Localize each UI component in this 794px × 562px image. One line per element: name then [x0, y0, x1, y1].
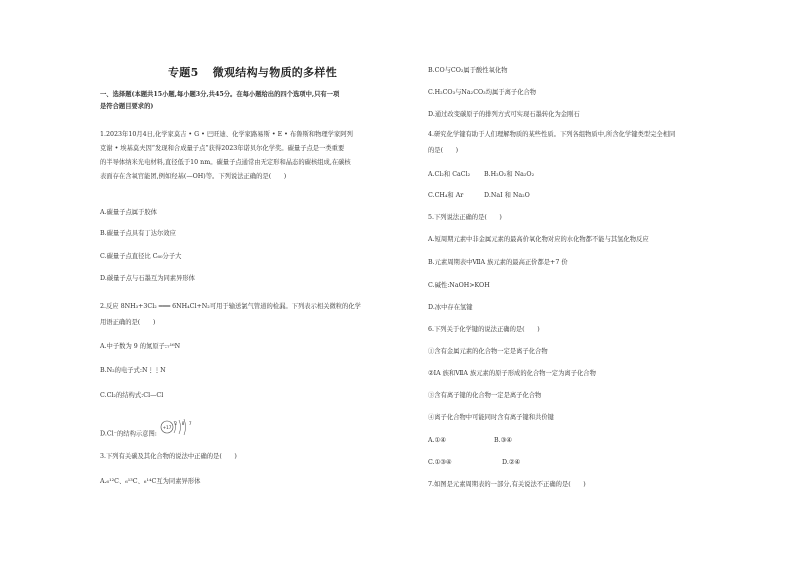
- section-heading-line2: 是符合题目要求的): [100, 103, 154, 110]
- q1-option-a: A.碳量子点属于胶体: [100, 209, 157, 216]
- q7-stem: 7.如图是元素周期表的一部分,有关说法不正确的是( ): [428, 481, 586, 488]
- q4-stem-line2: 的是( ): [428, 147, 459, 154]
- q2-option-b: B.N₂的电子式:N⋮⋮N: [100, 367, 166, 374]
- q6-option-d: D.②④: [502, 459, 521, 466]
- q2-option-d-label: D.Cl⁻的结构示意图:: [100, 430, 157, 438]
- page-title: [168, 64, 337, 80]
- q1-stem-line3: 的半导体纳米光电材料,直径低于10 nm。碳量子点通常由无定形和晶态的碳核组成,在碳核: [100, 159, 351, 166]
- q1-stem-line4: 表面存在含氧官能团,例如羟基(—OH)等。下列说法正确的是( ): [100, 173, 287, 180]
- q2-option-a: A.中子数为 9 的氮原子:₇¹⁶N: [100, 343, 181, 350]
- q4-option-c: C.CH₄和 Ar: [428, 192, 464, 199]
- q1-option-c: C.碳量子点直径比 C₆₀分子大: [100, 253, 182, 260]
- q3-stem: 3.下列有关碳及其化合物的说法中正确的是( ): [100, 453, 237, 460]
- q3-option-c: C.H₂CO₃与Na₂CO₃均属于离子化合物: [428, 89, 537, 96]
- title-text: 微观结构与物质的多样性: [212, 66, 338, 79]
- q5-option-d: D.冰中存在氢键: [428, 304, 473, 311]
- q4-option-b: B.H₂O₂和 Na₂O₂: [484, 171, 535, 178]
- q5-option-a: A.短周期元素中非金属元素的最高价氧化物对应的水化物都不能与其氢化物反应: [428, 236, 649, 243]
- q1-stem-line2: 克谢 • 埃基莫夫因“发现和合成量子点”获得2023年诺贝尔化学奖。碳量子点是一类重要: [100, 145, 345, 152]
- atom-electron-shells: 2 8 7: [174, 421, 193, 426]
- q5-option-c: C.碱性:NaOH>KOH: [428, 282, 490, 289]
- q3-option-a: A.₆¹²C、₆¹³C、₆¹⁴C互为同素异形体: [100, 478, 201, 485]
- q6-option-c: C.①③④: [428, 459, 452, 466]
- section-heading-line1: 一、选择题(本题共15小题,每小题3分,共45分。在每小题给出的四个选项中,只有一项: [100, 91, 340, 98]
- q4-option-a: A.Cl₂和 CaCl₂: [428, 171, 471, 178]
- cl-ion-structure-diagram: [159, 417, 193, 435]
- q4-stem-line1: 4.研究化学键有助于人们理解物质的某些性质。下列各组物质中,所含化学键类型完全相同: [428, 131, 676, 138]
- q6-stem: 6.下列关于化学键的说法正确的是( ): [428, 326, 540, 333]
- atom-nucleus-charge: +17: [162, 424, 172, 430]
- q1-stem-line1: 1.2023年10月4日,化学家莫吉 • G • 巴旺迪、化学家路易斯 • E • 布鲁斯和物理学家阿列: [100, 131, 353, 138]
- q2-option-d: [100, 421, 193, 443]
- q2-option-c: C.Cl₂的结构式:Cl—Cl: [100, 392, 164, 399]
- q5-option-b: B.元素周期表中ⅦA 族元素的最高正价都是+7 价: [428, 259, 568, 266]
- q6-statement-1: ①含有金属元素的化合物一定是离子化合物: [428, 348, 548, 355]
- q1-option-d: D.碳量子点与石墨互为同素异形体: [100, 275, 195, 282]
- q6-option-a: A.①④: [428, 437, 446, 444]
- q3-option-d: D.通过改变碳原子的排列方式可实现石墨转化为金刚石: [428, 111, 580, 118]
- q6-statement-3: ③含有离子键的化合物一定是离子化合物: [428, 392, 542, 399]
- q2-stem-line1: 2.反应 8NH₃+3Cl₂ ═══ 6NH₄Cl+N₂可用于输送氯气管道的检漏。下列表示相关微粒的化学: [100, 303, 361, 310]
- q6-option-b: B.③④: [494, 437, 512, 444]
- title-number: 专题5: [168, 66, 199, 79]
- q6-statement-4: ④离子化合物中可能同时含有离子键和共价键: [428, 414, 554, 421]
- q6-statement-2: ②ⅠA 族和ⅦA 族元素的原子形成的化合物一定为离子化合物: [428, 370, 596, 377]
- q2-stem-line2: 用语正确的是( ): [100, 319, 156, 326]
- q1-option-b: B.碳量子点具有丁达尔效应: [100, 230, 176, 237]
- q4-option-d: D.NaI 和 Na₂O: [484, 192, 530, 199]
- q5-stem: 5.下列说法正确的是( ): [428, 214, 502, 221]
- q3-option-b: B.CO与CO₂属于酸性氧化物: [428, 67, 508, 74]
